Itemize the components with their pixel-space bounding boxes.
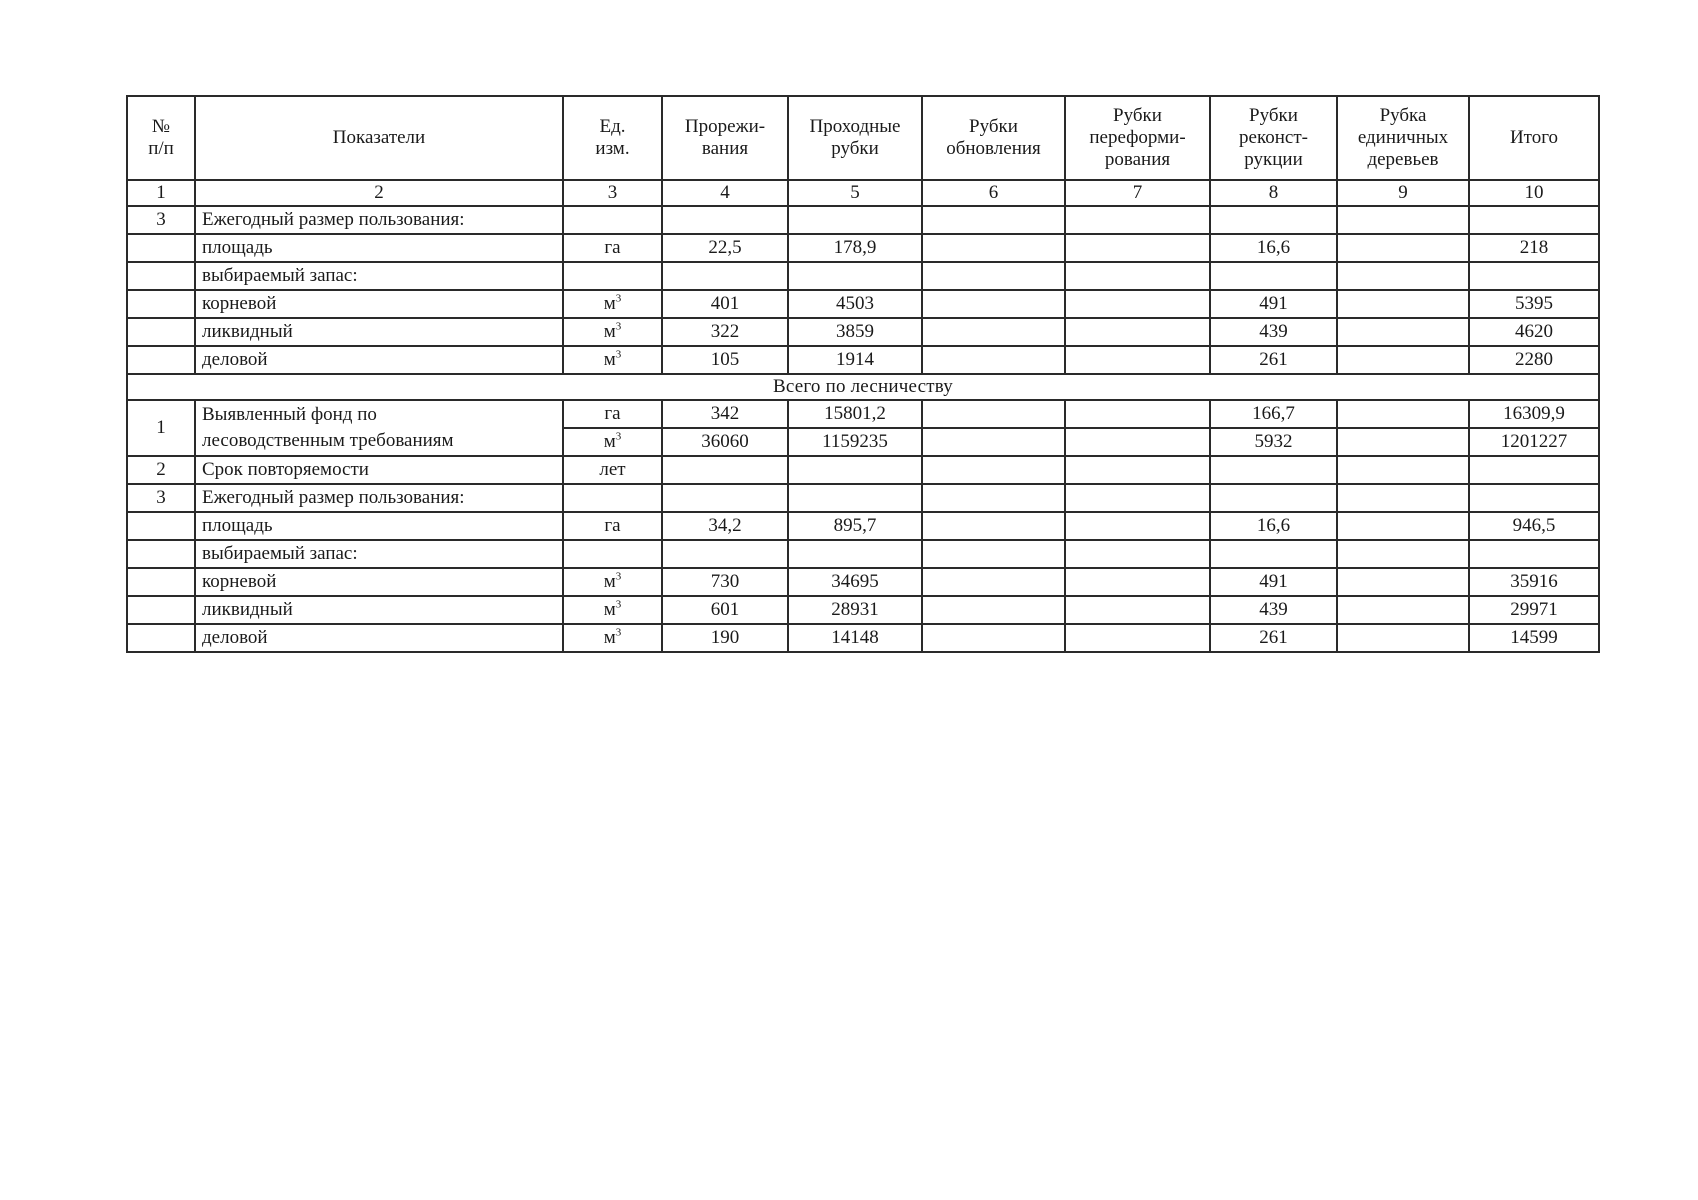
column-number: 1 xyxy=(127,180,195,206)
unit-cell xyxy=(563,206,662,234)
document-sheet xyxy=(126,95,1598,653)
value-cell xyxy=(922,400,1065,428)
unit-cell: га xyxy=(563,400,662,428)
row-label: корневой xyxy=(195,290,563,318)
unit-text: м xyxy=(603,349,616,370)
value-cell xyxy=(1337,290,1469,318)
row-label-line: лесоводственным требованиям xyxy=(202,430,454,451)
value-cell: 29971 xyxy=(1469,596,1599,624)
value-cell xyxy=(788,484,922,512)
row-label-line: Выявленный фонд по xyxy=(202,404,377,425)
table-row xyxy=(127,540,1599,568)
value-cell: 166,7 xyxy=(1210,400,1337,428)
value-cell xyxy=(1065,428,1210,456)
value-cell xyxy=(1469,206,1599,234)
unit-cell: га xyxy=(563,234,662,262)
header-cell: Рубки переформи- рования xyxy=(1065,96,1210,180)
row-label: корневой xyxy=(195,568,563,596)
table-row xyxy=(127,262,1599,290)
value-cell xyxy=(1065,400,1210,428)
value-cell xyxy=(922,568,1065,596)
value-cell xyxy=(788,206,922,234)
header-cell: Рубки реконст- рукции xyxy=(1210,96,1337,180)
value-cell: 35916 xyxy=(1469,568,1599,596)
table-row xyxy=(127,318,1599,346)
row-label: деловой xyxy=(195,624,563,652)
value-cell xyxy=(1065,484,1210,512)
value-cell xyxy=(662,484,788,512)
unit-text: м xyxy=(603,293,616,314)
column-number: 4 xyxy=(662,180,788,206)
table-row xyxy=(127,290,1599,318)
value-cell: 261 xyxy=(1210,346,1337,374)
unit-cell xyxy=(563,568,662,596)
table-row xyxy=(127,596,1599,624)
value-cell xyxy=(922,262,1065,290)
value-cell xyxy=(1065,596,1210,624)
table-row xyxy=(127,346,1599,374)
value-cell: 16,6 xyxy=(1210,234,1337,262)
row-number: 1 xyxy=(127,400,195,456)
value-cell: 2280 xyxy=(1469,346,1599,374)
value-cell xyxy=(1469,262,1599,290)
header-cell: Прорежи- вания xyxy=(662,96,788,180)
unit-superscript: 3 xyxy=(615,320,622,333)
value-cell: 261 xyxy=(1210,624,1337,652)
value-cell: 1201227 xyxy=(1469,428,1599,456)
value-cell xyxy=(1210,484,1337,512)
value-cell xyxy=(1210,456,1337,484)
table-row xyxy=(127,484,1599,512)
unit-superscript: 3 xyxy=(615,430,622,443)
value-cell xyxy=(1337,540,1469,568)
value-cell: 16,6 xyxy=(1210,512,1337,540)
value-cell xyxy=(1337,428,1469,456)
header-cell: № п/п xyxy=(127,96,195,180)
column-number: 2 xyxy=(195,180,563,206)
logging-table xyxy=(126,95,1600,653)
value-cell xyxy=(1065,540,1210,568)
value-cell: 601 xyxy=(662,596,788,624)
table-row xyxy=(127,568,1599,596)
value-cell xyxy=(1065,262,1210,290)
row-number: 3 xyxy=(127,484,195,512)
value-cell xyxy=(922,318,1065,346)
header-cell: Рубки обновления xyxy=(922,96,1065,180)
value-cell: 491 xyxy=(1210,290,1337,318)
value-cell xyxy=(1337,596,1469,624)
row-number: 3 xyxy=(127,206,195,234)
column-number: 3 xyxy=(563,180,662,206)
value-cell xyxy=(1469,484,1599,512)
value-cell xyxy=(1337,206,1469,234)
value-cell xyxy=(1065,234,1210,262)
unit-superscript: 3 xyxy=(615,292,622,305)
value-cell: 1914 xyxy=(788,346,922,374)
value-cell xyxy=(1065,512,1210,540)
unit-cell: лет xyxy=(563,456,662,484)
value-cell xyxy=(1337,484,1469,512)
value-cell: 34,2 xyxy=(662,512,788,540)
value-cell: 28931 xyxy=(788,596,922,624)
value-cell: 491 xyxy=(1210,568,1337,596)
value-cell: 439 xyxy=(1210,596,1337,624)
unit-cell xyxy=(563,624,662,652)
unit-text: м xyxy=(603,321,616,342)
value-cell: 218 xyxy=(1469,234,1599,262)
row-label: площадь xyxy=(195,512,563,540)
table-row xyxy=(127,512,1599,540)
value-cell xyxy=(1065,346,1210,374)
column-number: 10 xyxy=(1469,180,1599,206)
value-cell xyxy=(1210,262,1337,290)
value-cell xyxy=(922,456,1065,484)
value-cell xyxy=(788,540,922,568)
table-row xyxy=(127,624,1599,652)
value-cell xyxy=(1337,512,1469,540)
row-number xyxy=(127,346,195,374)
column-number: 5 xyxy=(788,180,922,206)
unit-superscript: 3 xyxy=(615,626,622,639)
value-cell xyxy=(1337,234,1469,262)
value-cell: 4503 xyxy=(788,290,922,318)
row-label xyxy=(195,400,563,456)
unit-text: м xyxy=(603,599,616,620)
value-cell xyxy=(1065,568,1210,596)
row-label: Срок повторяемости xyxy=(195,456,563,484)
value-cell: 14599 xyxy=(1469,624,1599,652)
value-cell: 730 xyxy=(662,568,788,596)
value-cell xyxy=(662,206,788,234)
value-cell: 946,5 xyxy=(1469,512,1599,540)
value-cell xyxy=(1337,624,1469,652)
value-cell xyxy=(662,540,788,568)
table-row xyxy=(127,206,1599,234)
value-cell: 36060 xyxy=(662,428,788,456)
table-row xyxy=(127,400,1599,428)
unit-cell xyxy=(563,484,662,512)
value-cell xyxy=(1065,318,1210,346)
unit-superscript: 3 xyxy=(615,348,622,361)
row-label: ликвидный xyxy=(195,318,563,346)
value-cell xyxy=(1337,400,1469,428)
row-number xyxy=(127,540,195,568)
row-number xyxy=(127,624,195,652)
header-cell: Ед. изм. xyxy=(563,96,662,180)
section-title: Всего по лесничеству xyxy=(127,374,1599,400)
value-cell xyxy=(922,596,1065,624)
column-number-row xyxy=(127,180,1599,206)
value-cell xyxy=(922,512,1065,540)
value-cell xyxy=(1210,540,1337,568)
value-cell: 22,5 xyxy=(662,234,788,262)
header-row xyxy=(127,96,1599,180)
value-cell: 14148 xyxy=(788,624,922,652)
value-cell: 105 xyxy=(662,346,788,374)
unit-superscript: 3 xyxy=(615,570,622,583)
row-number xyxy=(127,596,195,624)
value-cell xyxy=(1337,346,1469,374)
column-number: 6 xyxy=(922,180,1065,206)
unit-cell xyxy=(563,318,662,346)
header-cell: Рубка единичных деревьев xyxy=(1337,96,1469,180)
row-number: 2 xyxy=(127,456,195,484)
value-cell xyxy=(922,206,1065,234)
value-cell xyxy=(922,484,1065,512)
value-cell xyxy=(1210,206,1337,234)
row-label: Ежегодный размер пользования: xyxy=(195,484,563,512)
value-cell: 190 xyxy=(662,624,788,652)
value-cell: 15801,2 xyxy=(788,400,922,428)
row-number xyxy=(127,318,195,346)
header-cell: Показатели xyxy=(195,96,563,180)
value-cell xyxy=(922,540,1065,568)
value-cell xyxy=(922,234,1065,262)
unit-text: м xyxy=(603,431,616,452)
unit-cell xyxy=(563,290,662,318)
value-cell: 401 xyxy=(662,290,788,318)
value-cell xyxy=(662,262,788,290)
row-number xyxy=(127,290,195,318)
value-cell xyxy=(922,346,1065,374)
unit-cell xyxy=(563,346,662,374)
value-cell xyxy=(1065,456,1210,484)
value-cell: 342 xyxy=(662,400,788,428)
value-cell: 439 xyxy=(1210,318,1337,346)
table-row xyxy=(127,234,1599,262)
row-number xyxy=(127,568,195,596)
unit-cell xyxy=(563,428,662,456)
value-cell: 895,7 xyxy=(788,512,922,540)
header-cell: Итого xyxy=(1469,96,1599,180)
value-cell: 322 xyxy=(662,318,788,346)
unit-cell xyxy=(563,262,662,290)
row-number xyxy=(127,234,195,262)
table-row xyxy=(127,456,1599,484)
row-number xyxy=(127,262,195,290)
value-cell xyxy=(922,428,1065,456)
value-cell: 178,9 xyxy=(788,234,922,262)
value-cell xyxy=(1065,624,1210,652)
unit-text: м xyxy=(603,571,616,592)
section-row xyxy=(127,374,1599,400)
value-cell xyxy=(788,456,922,484)
value-cell xyxy=(662,456,788,484)
value-cell xyxy=(1337,568,1469,596)
column-number: 9 xyxy=(1337,180,1469,206)
unit-text: м xyxy=(603,627,616,648)
value-cell xyxy=(1469,456,1599,484)
value-cell: 1159235 xyxy=(788,428,922,456)
value-cell: 34695 xyxy=(788,568,922,596)
value-cell xyxy=(788,262,922,290)
unit-cell xyxy=(563,596,662,624)
value-cell xyxy=(1469,540,1599,568)
row-label: Ежегодный размер пользования: xyxy=(195,206,563,234)
unit-superscript: 3 xyxy=(615,598,622,611)
row-label: ликвидный xyxy=(195,596,563,624)
unit-cell xyxy=(563,540,662,568)
row-label: выбираемый запас: xyxy=(195,540,563,568)
column-number: 8 xyxy=(1210,180,1337,206)
row-label: выбираемый запас: xyxy=(195,262,563,290)
row-number xyxy=(127,512,195,540)
value-cell xyxy=(1337,318,1469,346)
value-cell xyxy=(922,624,1065,652)
unit-cell: га xyxy=(563,512,662,540)
value-cell xyxy=(922,290,1065,318)
row-label: площадь xyxy=(195,234,563,262)
value-cell: 3859 xyxy=(788,318,922,346)
value-cell xyxy=(1337,456,1469,484)
value-cell xyxy=(1065,206,1210,234)
header-cell: Проходные рубки xyxy=(788,96,922,180)
value-cell: 5932 xyxy=(1210,428,1337,456)
value-cell: 4620 xyxy=(1469,318,1599,346)
value-cell: 16309,9 xyxy=(1469,400,1599,428)
column-number: 7 xyxy=(1065,180,1210,206)
row-label: деловой xyxy=(195,346,563,374)
value-cell: 5395 xyxy=(1469,290,1599,318)
value-cell xyxy=(1065,290,1210,318)
value-cell xyxy=(1337,262,1469,290)
